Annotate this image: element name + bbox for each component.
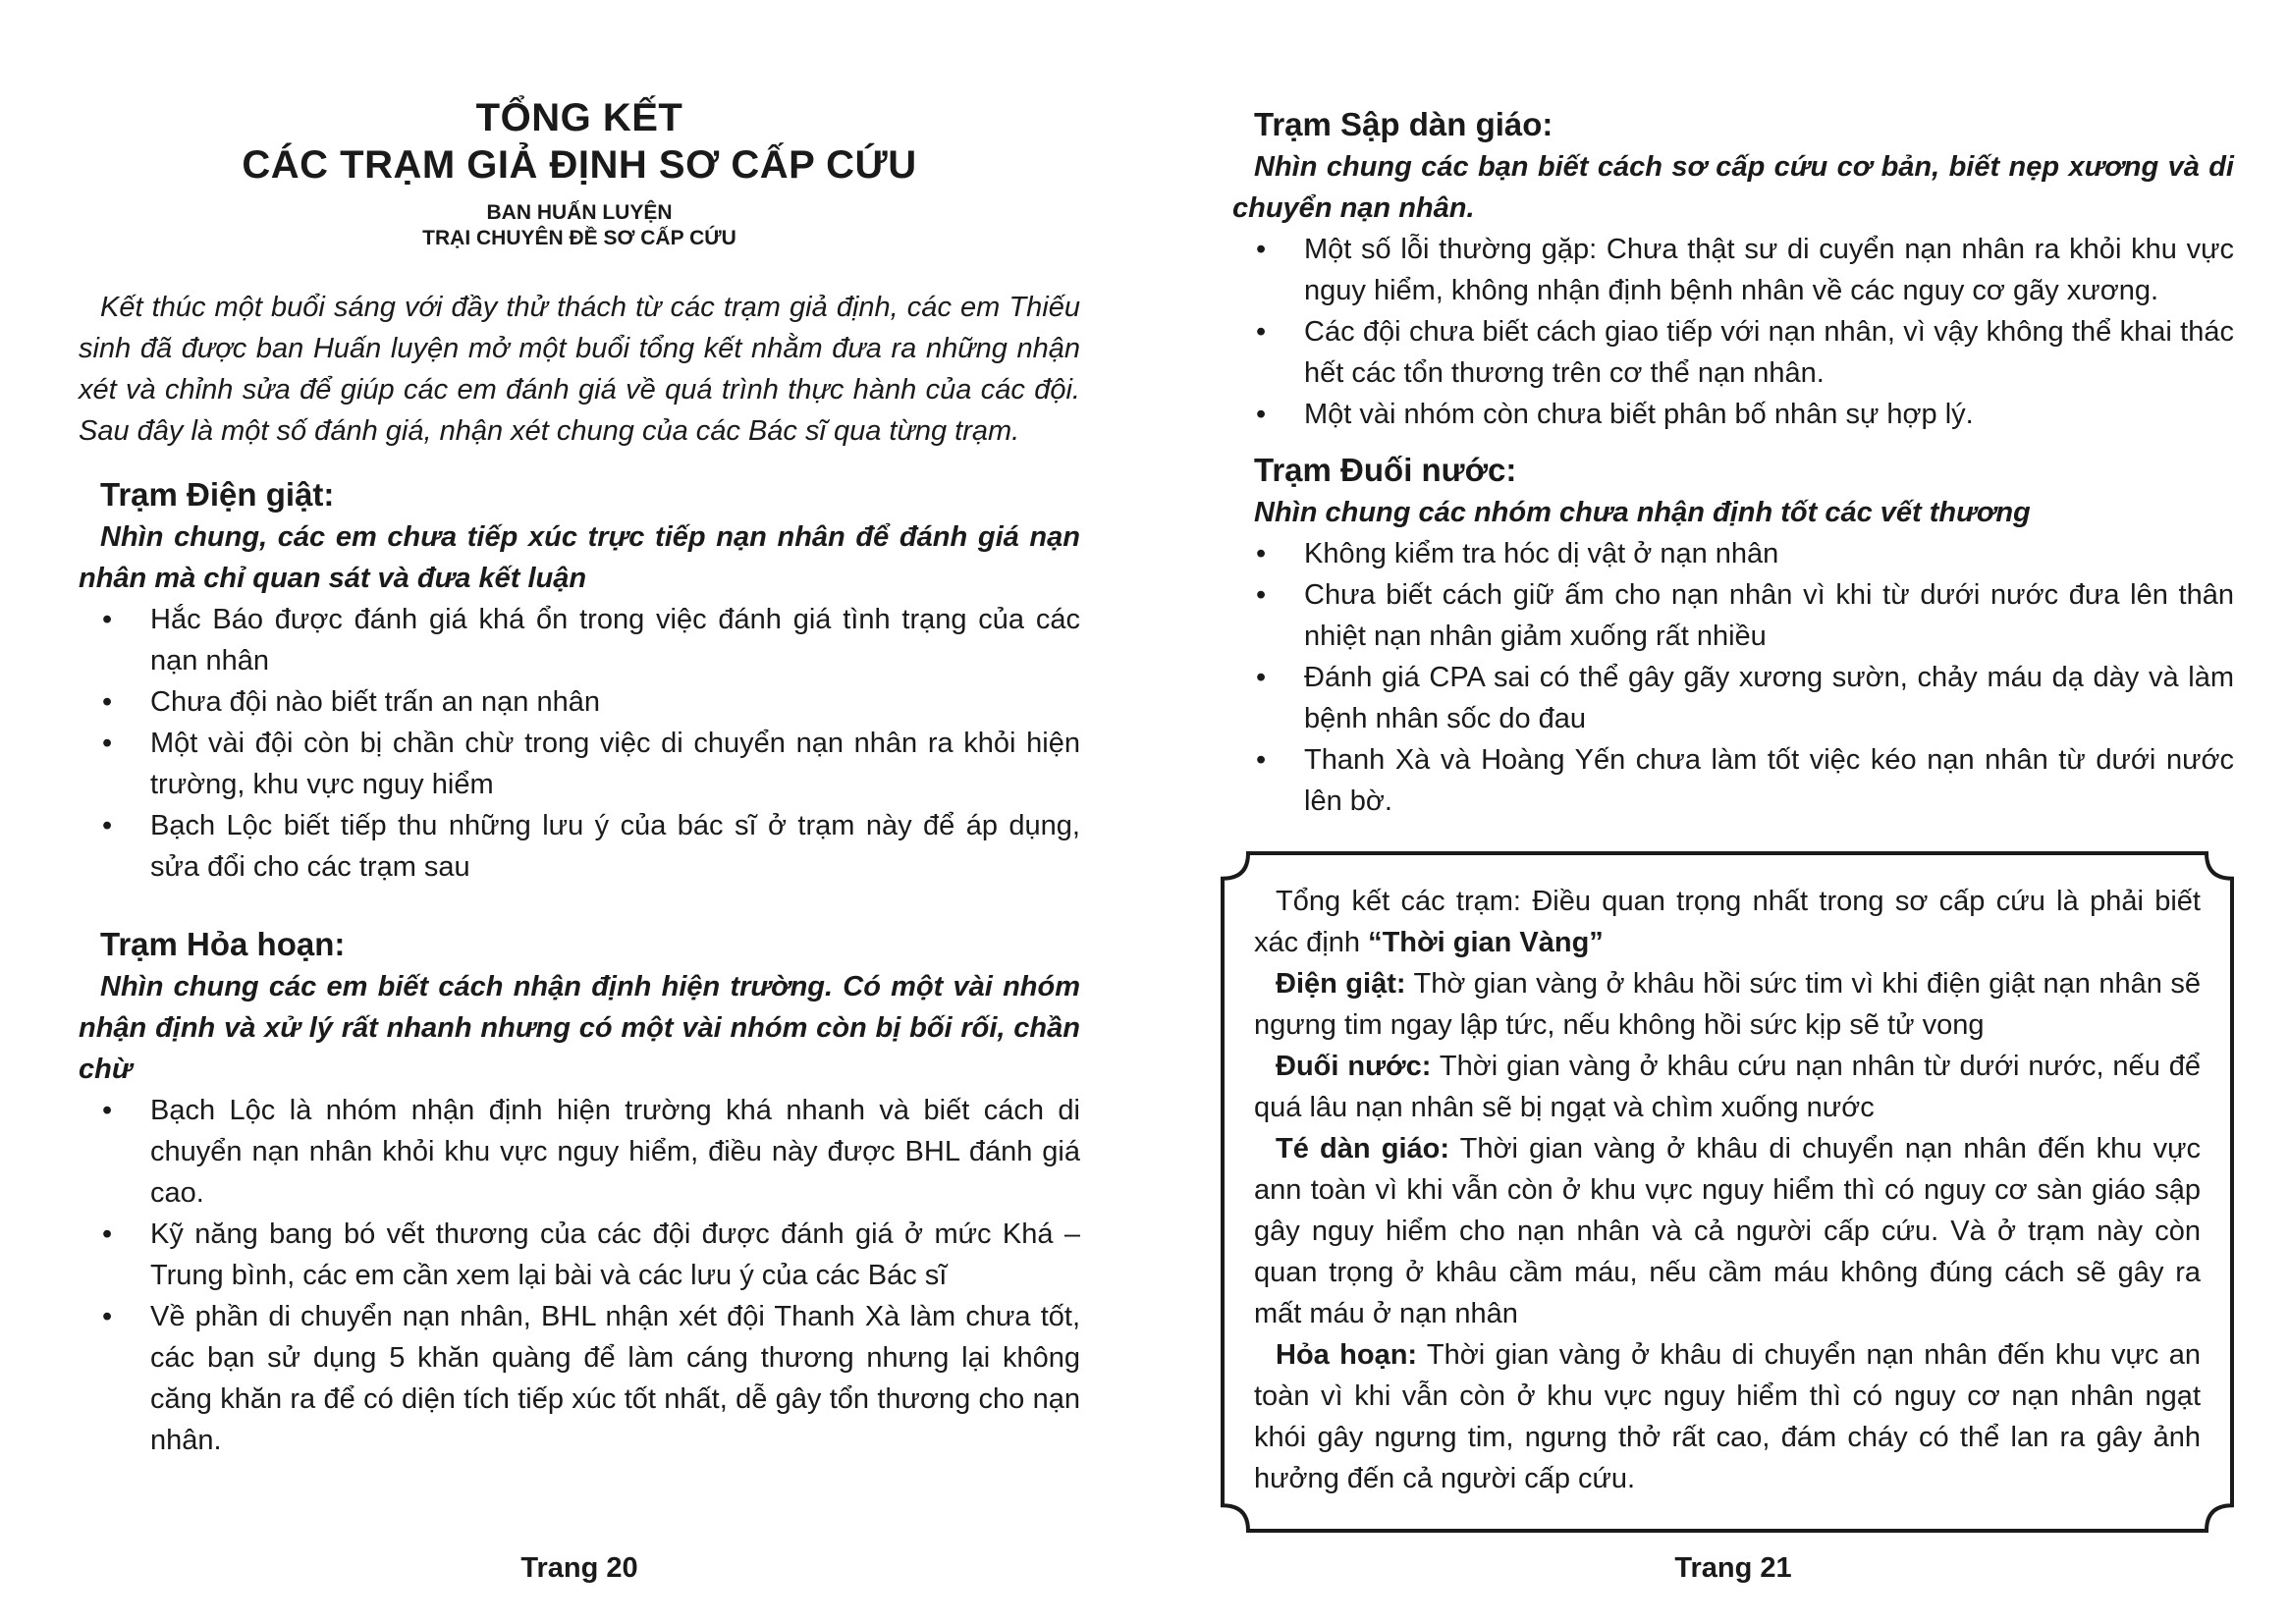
section-summary: Nhìn chung, các em chưa tiếp xúc trực tiếp nạn nhân để đánh giá nạn nhân mà chỉ quan sát và đưa kết luận <box>79 521 1080 594</box>
summary-item <box>1254 1128 2201 1334</box>
bullet-icon: • <box>1256 234 1267 265</box>
author-line: BAN HUẤN LUYỆN <box>486 201 673 224</box>
section-heading: Trạm Hỏa hoạn: <box>100 926 346 962</box>
summary-item <box>1254 1046 2201 1128</box>
bullet-icon: • <box>102 1095 113 1126</box>
list-item: • Chưa đội nào biết trấn an nạn nhân <box>79 681 1080 723</box>
left-page <box>79 0 1080 1624</box>
list-item: • Các đội chưa biết cách giao tiếp với nạn nhân, vì vậy không thể khai thác hết các tổn thương trên cơ thể nạn nhân. <box>1232 311 2234 394</box>
list-item: • Một số lỗi thường gặp: Chưa thật sư di cuyển nạn nhân ra khỏi khu vực nguy hiểm, không nhận định bệnh nhân về các nguy cơ gãy xương. <box>1232 229 2234 311</box>
section-dien-giat <box>79 473 1080 888</box>
summary-item-text: Thờ gian vàng ở khâu hồi sức tim vì khi điện giật nạn nhân sẽ ngưng tim ngay lập tức, nếu không hồi sức kịp sẽ tử vong <box>1254 968 2201 1041</box>
bullet-icon: • <box>1256 399 1267 430</box>
section-heading: Trạm Sập dàn giáo: <box>1254 106 1553 142</box>
bullet-icon: • <box>1256 538 1267 569</box>
summary-intro: Tổng kết các trạm: Điều quan trọng nhất trong sơ cấp cứu là phải biết xác định “Thời gian Vàng” <box>1254 886 2201 958</box>
summary-box <box>1221 851 2234 1533</box>
list-item: • Bạch Lộc biết tiếp thu những lưu ý của bác sĩ ở trạm này để áp dụng, sửa đổi cho các trạm sau <box>79 805 1080 888</box>
bullet-icon: • <box>102 1301 113 1332</box>
page-title: TỔNG KẾT <box>475 96 683 139</box>
bullet-list <box>79 599 1080 888</box>
bullet-list <box>79 1090 1080 1461</box>
section-hoa-hoan <box>79 923 1080 1461</box>
section-summary: Nhìn chung các em biết cách nhận định hiện trường. Có một vài nhóm nhận định và xử lý rất nhanh nhưng có một vài nhóm còn bị bối rối, chần chừ <box>79 971 1080 1085</box>
bullet-icon: • <box>102 604 113 635</box>
bullet-icon: • <box>1256 316 1267 348</box>
list-item: • Chưa biết cách giữ ấm cho nạn nhân vì khi từ dưới nước đưa lên thân nhiệt nạn nhân giảm xuống rất nhiều <box>1232 574 2234 657</box>
summary-item <box>1254 1334 2201 1499</box>
bullet-icon: • <box>102 728 113 759</box>
event-line: TRẠI CHUYÊN ĐỀ SƠ CẤP CỨU <box>422 227 736 249</box>
golden-time-emphasis: “Thời gian Vàng” <box>1368 927 1604 958</box>
list-item: • Bạch Lộc là nhóm nhận định hiện trường khá nhanh và biết cách di chuyển nạn nhân khỏi khu vực nguy hiểm, điều này được BHL đánh giá cao. <box>79 1090 1080 1214</box>
summary-item-label: Hỏa hoạn: <box>1276 1339 1418 1371</box>
intro-paragraph: Kết thúc một buổi sáng với đầy thử thách từ các trạm giả định, các em Thiếu sinh đã được ban Huấn luyện mở một buổi tổng kết nhằm đưa ra những nhận xét và chỉnh sửa để giúp các em đánh giá về quá trình thực hành của các đội. Sau đây là một số đánh giá, nhận xét chung của các Bác sĩ qua từng trạm. <box>79 292 1080 447</box>
right-page <box>1232 0 2234 1624</box>
section-summary: Nhìn chung các bạn biết cách sơ cấp cứu cơ bản, biết nẹp xương và di chuyển nạn nhân. <box>1232 151 2234 224</box>
list-item: • Một vài đội còn bị chần chừ trong việc di chuyển nạn nhân ra khỏi hiện trường, khu vực nguy hiểm <box>79 723 1080 805</box>
summary-item-label: Té dàn giáo: <box>1276 1133 1450 1164</box>
list-item: • Đánh giá CPA sai có thể gây gãy xương sườn, chảy máu dạ dày và làm bệnh nhân sốc do đau <box>1232 657 2234 739</box>
bullet-icon: • <box>1256 579 1267 611</box>
bullet-icon: • <box>1256 662 1267 693</box>
list-item: • Một vài nhóm còn chưa biết phân bố nhân sự hợp lý. <box>1232 394 2234 435</box>
summary-item-text: Thời gian vàng ở khâu di chuyển nạn nhân đến khu vực an toàn vì khi vẫn còn ở khu vực nguy hiểm thì có nguy cơ nạn nhân ngạt khói gây ngưng tim, ngưng thở rất cao, đám cháy có thể lan ra gây ảnh hưởng đến cả người cấp cứu. <box>1254 1339 2201 1494</box>
bullet-list <box>1232 533 2234 822</box>
bullet-icon: • <box>102 1218 113 1250</box>
bullet-icon: • <box>102 686 113 718</box>
list-item: • Hắc Báo được đánh giá khá ổn trong việc đánh giá tình trạng của các nạn nhân <box>79 599 1080 681</box>
summary-item-label: Điện giật: <box>1276 968 1406 1000</box>
page-number: Trang 20 <box>520 1552 638 1584</box>
summary-item-text: Thời gian vàng ở khâu cứu nạn nhân từ dưới nước, nếu để quá lâu nạn nhân sẽ bị ngạt và chìm xuống nước <box>1254 1051 2201 1123</box>
bullet-list <box>1232 229 2234 435</box>
section-heading: Trạm Điện giật: <box>100 476 335 513</box>
list-item: • Kỹ năng bang bó vết thương của các đội được đánh giá ở mức Khá –Trung bình, các em cần xem lại bài và các lưu ý của các Bác sĩ <box>79 1214 1080 1296</box>
section-duoi-nuoc <box>1232 449 2234 822</box>
bullet-icon: • <box>1256 744 1267 776</box>
summary-item-label: Đuối nước: <box>1276 1051 1432 1082</box>
page-number: Trang 21 <box>1674 1552 1792 1584</box>
summary-item <box>1254 963 2201 1046</box>
bullet-icon: • <box>102 810 113 841</box>
summary-item-text: Thời gian vàng ở khâu di chuyển nạn nhân đến khu vực ann toàn vì khi vẫn còn ở khu vực nguy hiểm thì có nguy cơ sàn giáo sập gây nguy hiểm cho nạn nhân và cả người cấp cứu. Và ở trạm này còn quan trọng ở khâu cầm máu, nếu cầm máu không đúng cách sẽ gây ra mất máu ở nạn nhân <box>1254 1133 2201 1329</box>
section-summary: Nhìn chung các nhóm chưa nhận định tốt các vết thương <box>1254 497 2031 528</box>
list-item: • Thanh Xà và Hoàng Yến chưa làm tốt việc kéo nạn nhân từ dưới nước lên bờ. <box>1232 739 2234 822</box>
list-item: • Không kiểm tra hóc dị vật ở nạn nhân <box>1232 533 2234 574</box>
list-item: • Về phần di chuyển nạn nhân, BHL nhận xét đội Thanh Xà làm chưa tốt, các bạn sử dụng 5 khăn quàng để làm cáng thương nhưng lại không căng khăn ra để có diện tích tiếp xúc tốt nhất, dễ gây tổn thương cho nạn nhân. <box>79 1296 1080 1461</box>
section-heading: Trạm Đuối nước: <box>1254 452 1517 488</box>
section-sap-dan-giao <box>1232 103 2234 435</box>
title-block <box>79 94 1080 251</box>
page-title-second-line: CÁC TRẠM GIẢ ĐỊNH SƠ CẤP CỨU <box>242 143 917 187</box>
